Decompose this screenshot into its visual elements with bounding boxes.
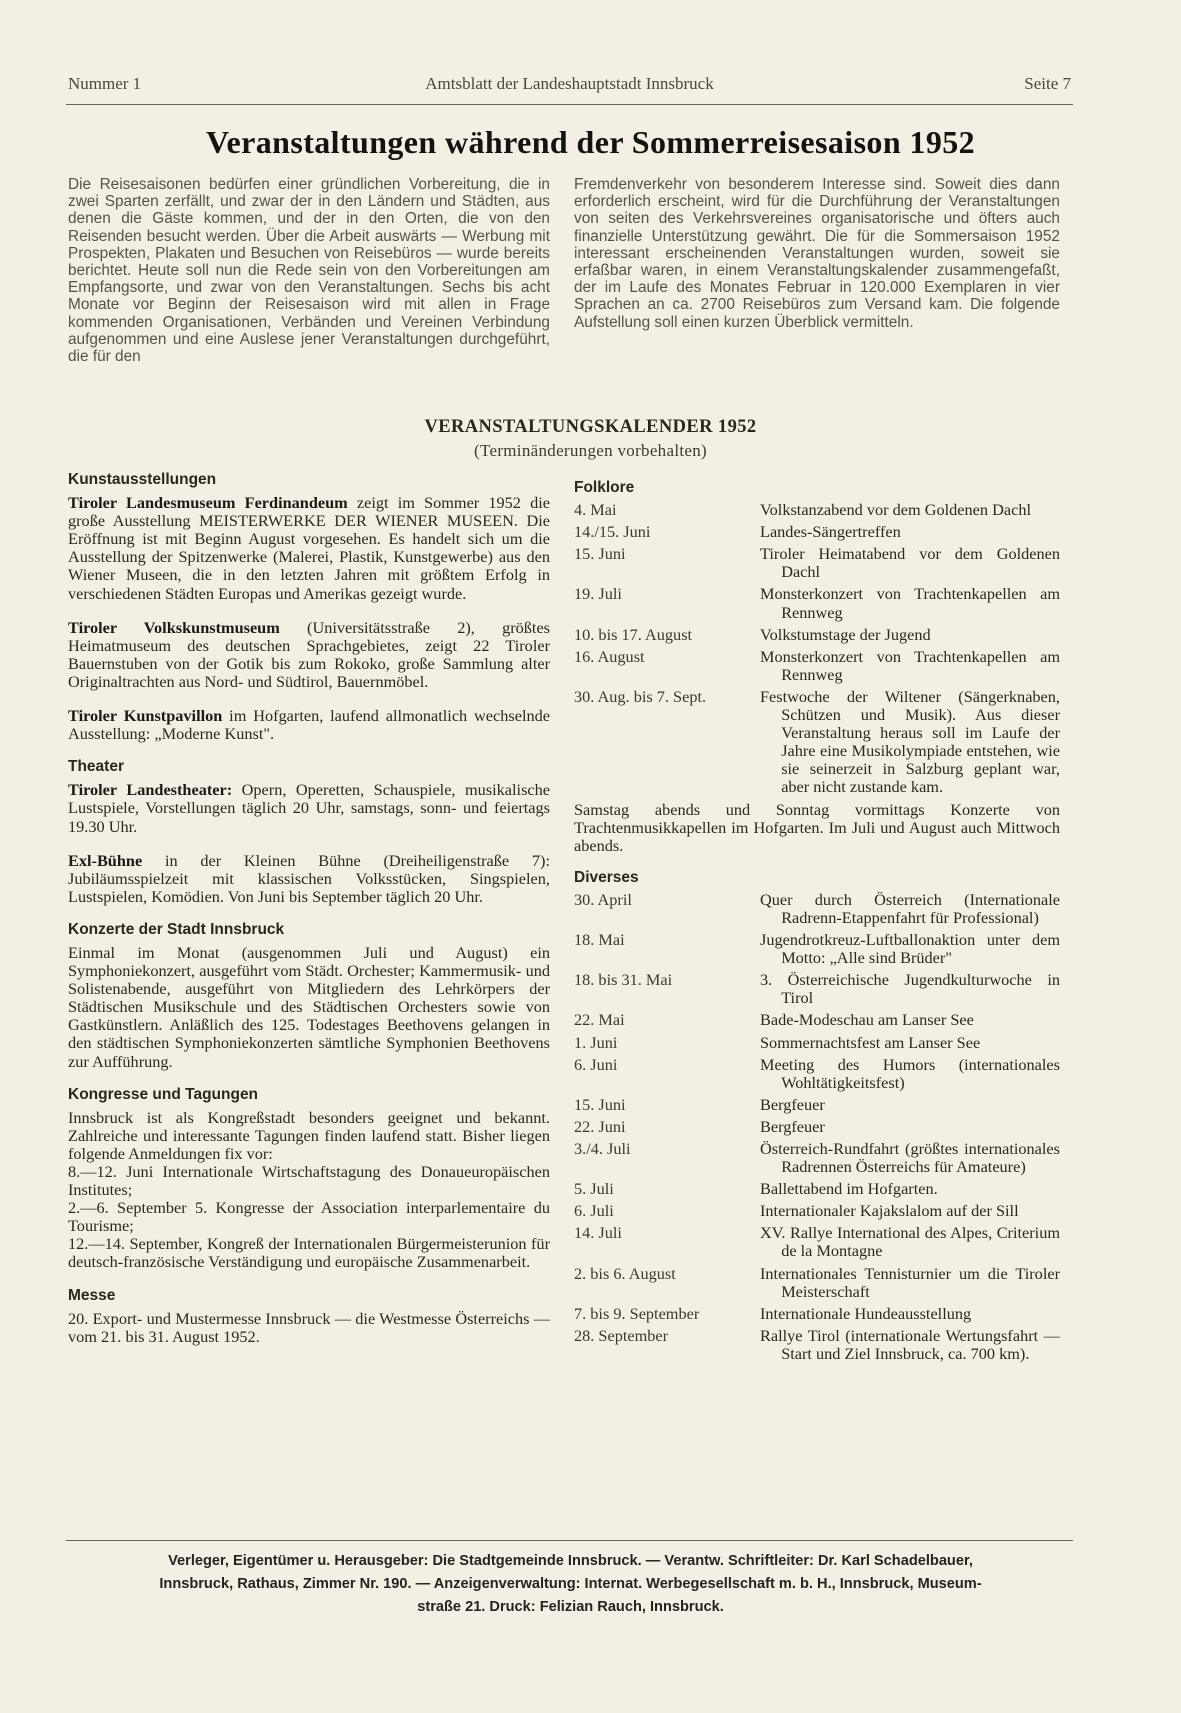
event-description: Ballettabend im Hofgarten. (760, 1179, 938, 1199)
event-date: 3./4. Juli (574, 1139, 631, 1158)
event-date: 1. Juni (574, 1032, 618, 1052)
page-number: Seite 7 (1024, 74, 1071, 93)
event-description: Volkstumstage der Jugend (760, 624, 931, 644)
institution-name: Tiroler Kunstpavillon (68, 706, 223, 726)
imprint (68, 1550, 1073, 1619)
section-heading-folklore: Folklore (574, 479, 635, 496)
section-kunstausstellungen (68, 471, 550, 743)
paragraph-text: 20. Export- und Mustermesse Innsbruck — die Westmesse Österreichs — vom 21. bis 31. August 1952. (68, 1308, 550, 1346)
intro-text-right: Fremdenverkehr von besonderem Interesse sind. Soweit dies dann erforderlich erscheint, wird für die Durchführung der Veranstaltungen von seiten des Verkehrsvereines organisatorische und öfters auch finanzielle Unterstützung gewährt. Die für die Sommersaison 1952 interessant erscheinenden Veranstaltungen wurden, soweit sie erfaßbar waren, in einem Veranstaltungskalender zusammengefaßt, der im Laufe des Monates Februar in 120.000 Exemplaren in vier Sprachen an ca. 2700 Reisebüros zum Versand kam. Die folgende Aufstellung soll einen kurzen Überblick vermitteln. (574, 176, 1060, 331)
imprint-line: Innsbruck, Rathaus, Zimmer Nr. 190. — Anzeigenverwaltung: Internat. Werbegesellschaft m. b. H., Innsbruck, Museum- (159, 1576, 982, 1592)
event-description: Österreich-Rundfahrt (größtes internationales Radrennen Österreichs für Amateure) (760, 1139, 1060, 1177)
event-row (574, 1034, 1060, 1052)
paragraph (68, 707, 550, 743)
event-description: Bergfeuer (760, 1116, 825, 1136)
event-date: 22. Juni (574, 1116, 626, 1136)
issue-number: Nummer 1 (68, 74, 142, 93)
event-row (574, 971, 1060, 1007)
event-description: Meeting des Humors (internationales Wohltätigkeitsfest) (760, 1054, 1060, 1092)
section-heading-diverses: Diverses (574, 868, 639, 886)
event-description: Bade-Modeschau am Lanser See (760, 1010, 974, 1030)
event-description: Sommernachtsfest am Lanser See (760, 1032, 981, 1052)
publication-name: Amtsblatt der Landeshauptstadt Innsbruck (425, 74, 714, 93)
event-row (574, 1096, 1060, 1114)
event-row (574, 1327, 1060, 1363)
intro-text-left: Die Reisesaisonen bedürfen einer gründlichen Vorbereitung, die in zwei Sparten zerfällt, und zwar der in den Ländern und Städten, aus denen die Gäste kommen, und der in den Orten, die von den Reisenden besucht werden. Über die Arbeit auswärts — Werbung mit Prospekten, Plakaten und Besuchen von Reisebüros — wurde bereits berichtet. Heute soll nun die Rede sein von den Vorbereitungen am Empfangsorte, und zwar von den Veranstaltungen. Sechs bis acht Monate vor Beginn der Reisesaison wird mit allen in Frage kommenden Organisationen, Verbänden und Vereinen Verbindung aufgenommen und eine Auslese jener Veranstaltungen durchgeführt, die für den (68, 176, 550, 366)
event-description: Rallye Tirol (internationale Wertungsfahrt — Start und Ziel Innsbruck, ca. 700 km). (760, 1325, 1060, 1363)
event-date: 19. Juli (574, 584, 622, 604)
event-date: 28. September (574, 1325, 669, 1345)
paragraph-text: in der Kleinen Bühne (Dreiheiligenstraße 7): Jubiläumsspielzeit mit klassischen Volksstücken, Singspielen, Lustspielen, Komödien. Von Juni bis September täglich 20 Uhr. (68, 850, 550, 906)
section-heading: Messe (68, 1286, 116, 1304)
event-date: 30. Aug. bis 7. Sept. (574, 686, 707, 706)
event-date: 4. Mai (574, 500, 617, 520)
event-row (574, 1305, 1060, 1323)
page-title: Veranstaltungen während der Sommerreisesaison 1952 (205, 124, 976, 160)
right-column (574, 479, 1060, 1367)
event-row (574, 1180, 1060, 1198)
paragraph (68, 781, 550, 835)
institution-name: Exl-Bühne (68, 850, 143, 870)
event-date: 30. April (574, 889, 632, 909)
event-date: 7. bis 9. September (574, 1303, 700, 1323)
institution-name: Tiroler Landesmuseum Ferdinandeum (68, 493, 348, 513)
event-row (574, 1265, 1060, 1301)
paragraph (68, 619, 550, 691)
event-row (574, 1011, 1060, 1029)
event-row (574, 1118, 1060, 1136)
imprint-line: straße 21. Druck: Felizian Rauch, Innsbruck. (417, 1599, 724, 1615)
folklore-note: Samstag abends und Sonntag vormittags Konzerte von Trachtenmusikkapellen im Hofgarten. Im Juli und August auch Mittwoch abends. (574, 799, 1060, 855)
event-row (574, 931, 1060, 967)
paragraph-text: (Universitätsstraße 2), größtes Heimatmuseum des deutschen Sprachgebietes, zeigt 22 Tiroler Bauernstuben von der Gotik bis zum Rokoko, große Sammlung alter Originaltrachten aus Nord- und Südtirol, Bauernmöbel. (68, 617, 551, 691)
event-description: XV. Rallye International des Alpes, Criterium de la Montagne (760, 1223, 1060, 1261)
paragraph-text: Einmal im Monat (ausgenommen Juli und August) ein Symphoniekonzert, ausgeführt vom Städt. Orchester; Kammermusik- und Solistenabende, ausgeführt von Mitgliedern des Lehrkörpers der Städtischen Musikschule und des Städtischen Orchesters sowie von Gastkünstlern. Anläßlich des 125. Todestages Beethovens gelangen in den städtischen Symphoniekonzerten sämtliche Symphonien Beethovens zur Aufführung. (68, 942, 550, 1071)
paragraph-text: im Hofgarten, laufend allmonatlich wechselnde Ausstellung: „Moderne Kunst". (68, 706, 550, 744)
section-heading: Kongresse und Tagungen (68, 1085, 259, 1103)
institution-name: Tiroler Landestheater: (68, 780, 233, 800)
imprint-line: Verleger, Eigentümer u. Herausgeber: Die Stadtgemeinde Innsbruck. — Verantw. Schriftleiter: Dr. Karl Schadelbauer, (168, 1553, 973, 1569)
section-messe (68, 1287, 550, 1346)
event-row (574, 688, 1060, 797)
event-date: 14./15. Juni (574, 522, 651, 542)
event-row (574, 1056, 1060, 1092)
paragraph (68, 852, 550, 906)
paragraph (68, 494, 550, 603)
event-row (574, 648, 1060, 684)
footer-divider (66, 1540, 1073, 1541)
event-date: 14. Juli (574, 1223, 622, 1243)
event-description: Monsterkonzert von Trachtenkapellen am Rennweg (760, 584, 1060, 622)
event-date: 10. bis 17. August (574, 624, 693, 644)
section-konzerte (68, 921, 550, 1071)
event-description: Jugendrotkreuz-Luftballonaktion unter dem Motto: „Alle sind Brüder" (760, 930, 1060, 968)
left-column (68, 471, 550, 1361)
list-item: 12.—14. September, Kongreß der Internationalen Bürgermeisterunion für deutsch-französische Verständigung und europäische Zusammenarbeit. (68, 1234, 550, 1272)
event-description: Landes-Sängertreffen (760, 522, 901, 542)
intro-column-right (574, 176, 1060, 331)
list-item: 2.—6. September 5. Kongresse der Association interparlementaire du Tourisme; (68, 1198, 550, 1236)
intro-column-left (68, 176, 550, 365)
event-description: Monsterkonzert von Trachtenkapellen am Rennweg (760, 646, 1060, 684)
paragraph-text: Innsbruck ist als Kongreßstadt besonders geeignet und bekannt. Zahlreiche und interessante Tagungen finden laufend statt. Bisher liegen folgende Anmeldungen fix vor: (68, 1107, 550, 1163)
section-heading: Theater (68, 758, 124, 776)
event-row (574, 1224, 1060, 1260)
event-description: Tiroler Heimatabend vor dem Goldenen Dachl (760, 544, 1060, 582)
event-description: Internationale Hundeausstellung (760, 1303, 972, 1323)
institution-name: Tiroler Volkskunstmuseum (68, 617, 280, 637)
event-row (574, 523, 1060, 541)
event-date: 5. Juli (574, 1179, 614, 1199)
event-description: Bergfeuer (760, 1094, 825, 1114)
section-heading: Konzerte der Stadt Innsbruck (68, 920, 285, 938)
event-date: 18. Mai (574, 930, 625, 950)
event-description: Internationaler Kajakslalom auf der Sill (760, 1201, 1019, 1221)
event-date: 6. Juli (574, 1201, 614, 1221)
event-date: 16. August (574, 646, 645, 666)
event-date: 6. Juni (574, 1054, 618, 1074)
calendar-title: VERANSTALTUNGSKALENDER 1952 (424, 417, 757, 437)
event-description: Volkstanzabend vor dem Goldenen Dachl (760, 500, 1031, 520)
paragraph-text: Opern, Operetten, Schauspiele, musikalische Lustspiele, Vorstellungen täglich 20 Uhr, samstags, sonn- und feiertags 19.30 Uhr. (68, 780, 550, 836)
calendar-subtitle: (Terminänderungen vorbehalten) (474, 441, 707, 460)
event-date: 2. bis 6. August (574, 1263, 676, 1283)
event-description: Festwoche der Wiltener (Sängerknaben, Schützen und Musik). Aus dieser Veranstaltung heraus soll im Laufe der Jahre eine Musikolympiade entstehen, wie sie seinerzeit in Salzburg geplant war, aber nicht zustande kam. (760, 686, 1060, 797)
list-item: 8.—12. Juni Internationale Wirtschaftstagung des Donaueuropäischen Institutes; (68, 1162, 550, 1200)
event-row (574, 626, 1060, 644)
event-date: 22. Mai (574, 1010, 625, 1030)
event-date: 15. Juni (574, 1094, 626, 1114)
folklore-list (574, 501, 1060, 796)
event-row (574, 501, 1060, 519)
event-date: 15. Juni (574, 544, 626, 564)
event-description: Quer durch Österreich (Internationale Radrenn-Etappenfahrt für Professional) (760, 889, 1060, 927)
event-row (574, 1202, 1060, 1220)
event-row (574, 545, 1060, 581)
section-kongresse (68, 1086, 550, 1272)
paragraph-text: zeigt im Sommer 1952 die große Ausstellung MEISTERWERKE DER WIENER MUSEEN. Die Eröffnung ist mit Beginn August vorgesehen. Es handelt sich um die Ausstellung der Spitzenwerke (Malerei, Plastik, Kunstgewerbe) aus den Wiener Museen, die in den letzten Jahren mit größtem Erfolg in verschiedenen Städten Europas und Amerikas gezeigt wurde. (68, 493, 550, 603)
event-row (574, 585, 1060, 621)
running-header (68, 74, 1071, 100)
event-description: 3. Österreichische Jugendkulturwoche in Tirol (760, 970, 1060, 1008)
diverses-list (574, 891, 1060, 1363)
event-description: Internationales Tennisturnier um die Tiroler Meisterschaft (760, 1263, 1060, 1301)
section-theater (68, 758, 550, 906)
section-heading: Kunstausstellungen (68, 471, 217, 488)
event-date: 18. bis 31. Mai (574, 970, 673, 990)
event-row (574, 891, 1060, 927)
header-divider (66, 104, 1073, 105)
event-row (574, 1140, 1060, 1176)
